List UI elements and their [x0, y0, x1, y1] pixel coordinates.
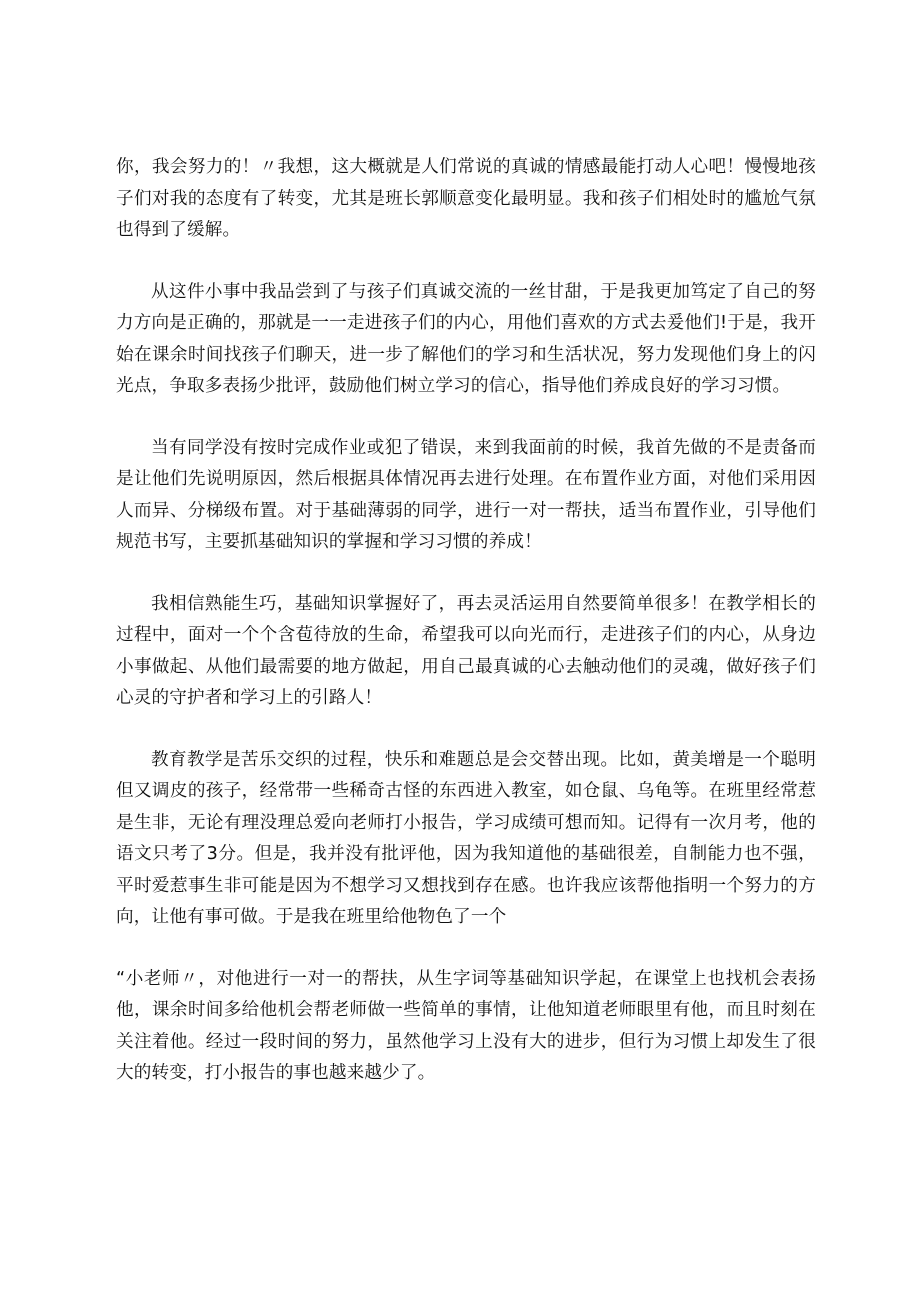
paragraph-1: 你，我会努力的！〃我想，这大概就是人们常说的真诚的情感最能打动人心吧！慢慢地孩子们对我的态度有了转变，尤其是班长郭顺意变化最明显。我和孩子们相处时的尴尬气氛也得到了缓解。 — [116, 157, 816, 240]
paragraph-3: 当有同学没有按时完成作业或犯了错误，来到我面前的时候，我首先做的不是责备而是让他们先说明原因，然后根据具体情况再去进行处理。在布置作业方面，对他们采用因人而异、分梯级布置。对于基础薄弱的同学，进行一对一帮扶，适当布置作业，引导他们规范书写，主要抓基础知识的掌握和学习习惯的养成！ — [116, 437, 816, 552]
paragraph-2: 从这件小事中我品尝到了与孩子们真诚交流的一丝甘甜，于是我更加笃定了自己的努力方向是正确的，那就是一一走进孩子们的内心，用他们喜欢的方式去爰他们!于是，我开始在课余时间找孩子们聊天，进一步了解他们的学习和生活状况，努力发现他们身上的闪光点，争取多表扬少批评，鼓励他们树立学习的信心，指导他们养成良好的学习习惯。 — [116, 281, 816, 396]
paragraph-5: 教育教学是苦乐交织的过程，快乐和难题总是会交替出现。比如，黄美增是一个聪明但又调皮的孩子，经常带一些稀奇古怪的东西进入教室，如仓鼠、乌龟等。在班里经常惹是生非，无论有理没理总爱向老师打小报告，学习成绩可想而知。记得有一次月考，他的语文只考了3分。但是，我并没有批评他，因为我知道他的基础很差，自制能力也不强，平时爱惹事生非可能是因为不想学习又想找到存在感。也许我应该帮他指明一个努力的方向，让他有事可做。于是我在班里给他物色了一个 — [116, 749, 816, 927]
document-body — [116, 152, 816, 1090]
paragraph-4: 我相信熟能生巧，基础知识掌握好了，再去灵活运用自然要简单很多！在教学相长的过程中，面对一个个含苞待放的生命，希望我可以向光而行，走进孩子们的内心，从身边小事做起、从他们最需要的地方做起，用自己最真诚的心去触动他们的灵魂，做好孩子们心灵的守护者和学习上的引路人！ — [116, 593, 816, 708]
paragraph-6: “小老师〃，对他进行一对一的帮扶，从生字词等基础知识学起，在课堂上也找机会表扬他，课余时间多给他机会帮老师做一些简单的事情，让他知道老师眼里有他，而且时刻在关注着他。经过一段时间的努力，虽然他学习上没有大的进步，但行为习惯上却发生了很大的转变，打小报告的事也越来越少了。 — [116, 968, 816, 1083]
